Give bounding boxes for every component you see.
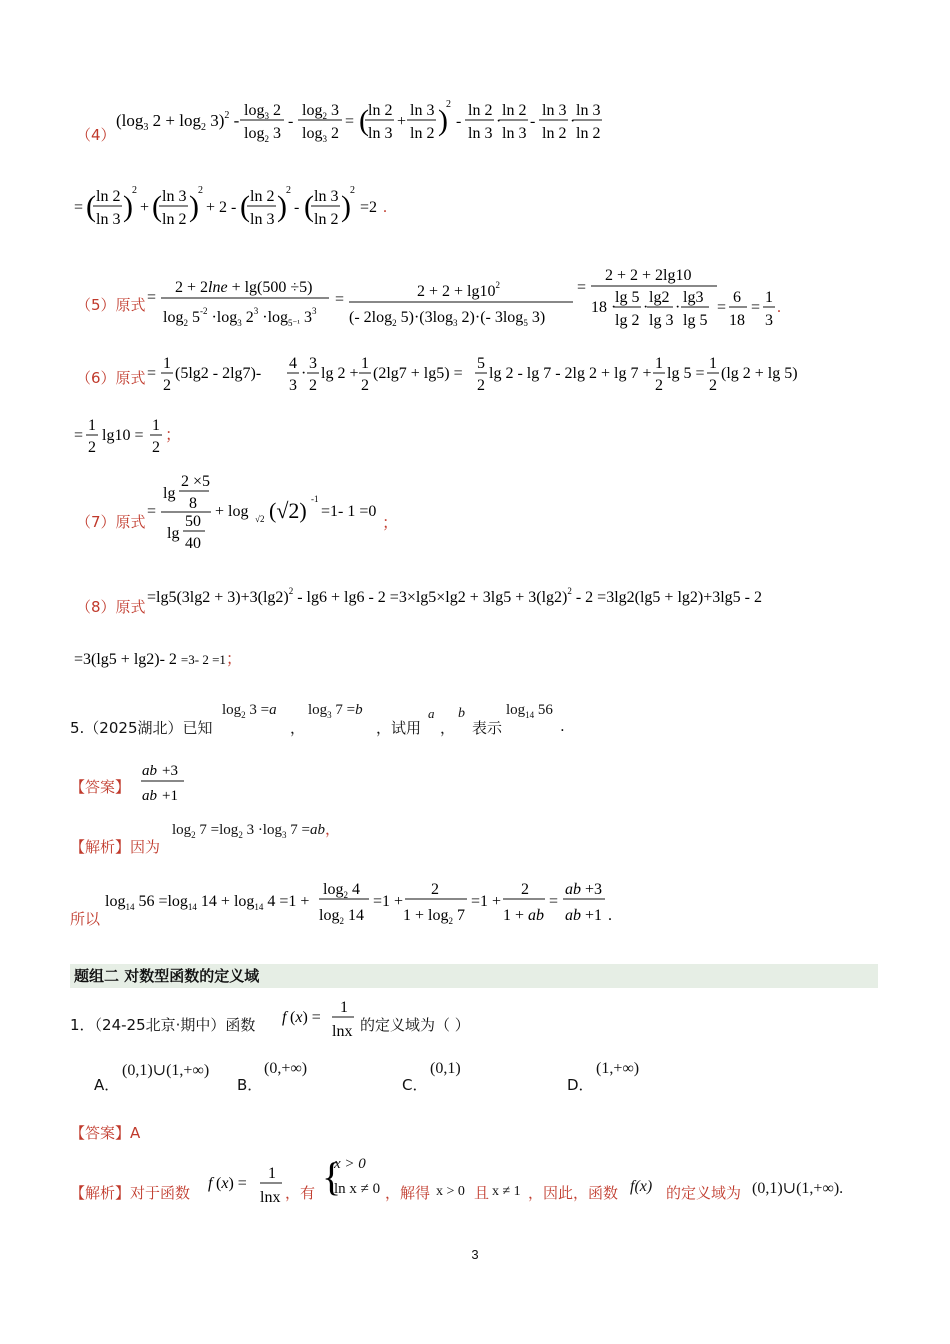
svg-text:·: ·	[570, 113, 576, 130]
svg-text:3: 3	[309, 355, 317, 372]
q1-option-c-value: (0,1)	[430, 1060, 461, 1077]
q1-analysis-function	[208, 1162, 284, 1213]
q1-domain-value: (0,1)∪(1,+∞).	[752, 1180, 844, 1197]
svg-text:1: 1	[765, 289, 773, 306]
svg-text:(5lg2 - 2lg7)-: (5lg2 - 2lg7)-	[175, 365, 262, 382]
svg-text:ab: ab	[142, 763, 157, 779]
q1-option-a-letter: A．	[94, 1076, 120, 1094]
svg-text:ln 3: ln 3	[410, 102, 435, 119]
svg-text:2: 2	[655, 377, 663, 394]
q1-option-d-value: (1,+∞)	[596, 1060, 640, 1077]
svg-text:1 + log2 7: $1 + \log_2 7$	[403, 907, 465, 926]
svg-text:(log3 2 + log2 3)2 -: ($\log_3$ $2 + \log_2 3)^2$ -	[116, 110, 240, 133]
item-7-label: （7）原式	[76, 513, 146, 531]
svg-text:log3 2: $\log_3 2$	[244, 102, 281, 121]
svg-text:1: 1	[655, 355, 663, 372]
svg-text:ln 3: ln 3	[468, 125, 493, 142]
svg-text:ln 2: ln 2	[368, 102, 393, 119]
q5-comma: ，	[290, 719, 306, 737]
svg-text:log3 2: $\log_3 2$	[302, 125, 339, 144]
svg-text:2: 2	[163, 377, 171, 394]
svg-text:1: 1	[340, 999, 348, 1016]
svg-text:lg: lg	[167, 525, 180, 542]
svg-text:.: .	[383, 199, 387, 216]
q5-answer	[140, 758, 190, 809]
svg-text:lg3: lg3	[683, 289, 704, 306]
svg-text:2 ×5: 2 ×5	[181, 473, 211, 490]
svg-text:2: 2	[477, 377, 485, 394]
svg-text:+ log: + log	[215, 503, 249, 520]
item-8-continuation-formula	[70, 644, 290, 674]
svg-text:f: f	[282, 1009, 287, 1026]
svg-text:2: 2	[198, 185, 203, 196]
svg-text:lg2: lg2	[649, 289, 670, 306]
svg-text:·: ·	[496, 113, 502, 130]
svg-text:=: =	[147, 289, 157, 306]
svg-text:+ 2 -: + 2 -	[206, 199, 237, 216]
q5-analysis-line1: $\log_2 7 =\log_2$ $3 \cdot\log_3$ 7 =ab，	[172, 822, 340, 840]
q1-stem: 1．（24-25北京·期中）函数	[70, 1016, 256, 1034]
q5-answer-label: 【答案】	[70, 778, 131, 796]
svg-text:(- 2log2 5)·(3log3 2)·(- 3log5: (- $2\log_2$ $5)\cdot(3\log_3$ 2)·(- $3\log_5$ 3)	[349, 309, 546, 328]
item-8-formula	[145, 582, 865, 612]
svg-text:40: 40	[185, 535, 201, 552]
svg-text:(: (	[86, 190, 96, 223]
q5-condition-1: $\log_2 3 =a$	[222, 702, 277, 720]
svg-text:ln 2: ln 2	[576, 125, 601, 142]
svg-text:1: 1	[88, 417, 96, 434]
q1-function	[282, 996, 362, 1047]
svg-text:2 + 2 + 2lg10: 2 + 2 + 2lg10	[605, 267, 692, 284]
svg-text:50: 50	[185, 513, 201, 530]
svg-text:(x) =: (x) =	[290, 1009, 321, 1026]
svg-text:1 + ab: 1 + ab	[503, 907, 545, 924]
svg-text:log2 3: $\log_2 3$	[302, 102, 339, 121]
item-4-continuation	[70, 182, 400, 237]
q1-option-d[interactable]	[567, 1074, 594, 1095]
svg-text:.: .	[608, 907, 612, 924]
svg-text:=1 +: =1 +	[471, 893, 502, 910]
svg-text:=: =	[335, 291, 345, 308]
svg-text:lnx: lnx	[332, 1023, 353, 1040]
svg-text:): )	[277, 190, 287, 223]
q5-var-a: a	[428, 706, 435, 721]
svg-text:2: 2	[446, 99, 451, 110]
section-header: 题组二 对数型函数的定义域	[70, 964, 878, 988]
svg-text:+3: +3	[162, 763, 178, 779]
q1-domain-text: 的定义域为	[666, 1184, 742, 1202]
svg-text:ln 3: ln 3	[502, 125, 527, 142]
svg-text:(: (	[359, 104, 369, 137]
svg-text:lg 2: lg 2	[615, 312, 640, 329]
q1-option-b[interactable]	[237, 1074, 262, 1095]
svg-text:1: 1	[163, 355, 171, 372]
svg-text:ab: ab	[142, 788, 157, 804]
item-7-semicolon: ；	[382, 513, 399, 532]
svg-text:lg 2 - lg 7 - 2lg 2 + lg 7 +: lg 2 - lg 7 - 2lg 2 + lg 7 +	[489, 365, 652, 382]
svg-text:=: =	[751, 299, 761, 316]
q5-stem-prefix: 5.（2025湖北）已知	[70, 719, 213, 737]
svg-text:·: ·	[301, 365, 307, 382]
q1-and: 且	[474, 1184, 490, 1202]
svg-text:): )	[341, 190, 351, 223]
svg-text:2: 2	[709, 377, 717, 394]
svg-text:=1- 1 =0: =1- 1 =0	[321, 503, 377, 520]
svg-text:6: 6	[733, 289, 741, 306]
q5-analysis-formula	[105, 876, 625, 926]
svg-text:lnx: lnx	[260, 1189, 281, 1206]
item-6-label: （6）原式	[76, 369, 146, 387]
svg-text:lg 2 +: lg 2 +	[321, 365, 359, 382]
svg-text:2 + 2lne + lg(500 ÷5): 2 + 2lne + lg(500 ÷5)	[175, 279, 313, 296]
svg-text:1: 1	[361, 355, 369, 372]
svg-text:=: =	[147, 365, 157, 382]
svg-text:=: =	[74, 427, 84, 444]
svg-text:1: 1	[152, 417, 160, 434]
q5-mid-text: ，试用	[376, 719, 422, 737]
q1-fx: f(x)	[630, 1178, 653, 1195]
item-8-continuation	[70, 644, 290, 679]
svg-text:-: -	[530, 113, 536, 130]
svg-text:；: ；	[165, 427, 182, 444]
svg-text:): )	[123, 190, 133, 223]
svg-text:=: =	[74, 199, 84, 216]
svg-text:=2: =2	[360, 199, 378, 216]
svg-text:2: 2	[152, 439, 160, 456]
svg-text:4: 4	[289, 355, 297, 372]
svg-text:(: (	[304, 190, 314, 223]
q1-option-a[interactable]	[94, 1074, 119, 1095]
q1-system-line1: x > 0	[334, 1156, 366, 1172]
svg-text:ab: ab	[565, 907, 581, 924]
item-8-expression	[145, 582, 865, 617]
svg-text:2: 2	[350, 185, 355, 196]
svg-text:√2: √2	[255, 514, 265, 524]
svg-text:8: 8	[189, 495, 197, 512]
q5-analysis-line2	[105, 876, 625, 931]
svg-text:+1: +1	[162, 788, 178, 804]
item-5-label: （5）原式	[76, 296, 146, 314]
svg-text:-: -	[456, 113, 462, 130]
svg-text:ln 2: ln 2	[314, 211, 339, 228]
svg-text:ab: ab	[565, 881, 581, 898]
svg-text:ln 2: ln 2	[250, 188, 275, 205]
svg-text:ln 2: ln 2	[542, 125, 567, 142]
q1-answer: 【答案】A	[70, 1124, 141, 1142]
svg-text:=1 +: =1 +	[373, 893, 404, 910]
svg-text:ln 2: ln 2	[468, 102, 493, 119]
svg-text:2: 2	[88, 439, 96, 456]
svg-text:{: {	[322, 1154, 342, 1199]
svg-text:2: 2	[431, 881, 439, 898]
q1-option-a-value: (0,1)∪(1,+∞)	[122, 1062, 210, 1079]
svg-text:=: =	[345, 113, 355, 130]
svg-text:+: +	[397, 113, 407, 130]
q1-cond-a: x > 0	[436, 1184, 465, 1199]
svg-text:=: =	[549, 893, 559, 910]
svg-text:ln 3: ln 3	[314, 188, 339, 205]
q1-stem-end: 的定义域为（ ）	[360, 1016, 470, 1034]
svg-text:lg: lg	[163, 485, 176, 502]
q5-target: $\log_{14} 56$	[506, 702, 553, 720]
item-4-formula	[116, 98, 606, 148]
svg-text:=: =	[147, 503, 157, 520]
svg-text:2: 2	[309, 377, 317, 394]
svg-text:ln 3: ln 3	[162, 188, 187, 205]
svg-text:1: 1	[709, 355, 717, 372]
svg-text:ln 2: ln 2	[162, 211, 187, 228]
svg-text:2: 2	[132, 185, 137, 196]
q1-option-d-letter: D．	[567, 1076, 594, 1094]
q1-system-line2: ln x ≠ 0	[334, 1181, 381, 1197]
item-7-formula	[145, 470, 395, 554]
svg-text:2: 2	[361, 377, 369, 394]
q1-function-formula	[282, 996, 362, 1042]
svg-text:3: 3	[289, 377, 297, 394]
svg-text:+1: +1	[585, 907, 603, 924]
item-5-expression	[145, 262, 785, 337]
q1-analysis-function-formula	[208, 1162, 284, 1208]
svg-text:): )	[438, 104, 448, 137]
q1-option-b-letter: B．	[237, 1076, 263, 1094]
q1-analysis-solve: ，解得	[385, 1184, 431, 1202]
svg-text:log2 4: $\log_2 4$	[323, 881, 360, 900]
item-6-continuation	[70, 414, 190, 463]
svg-text:18 ·: 18 ·	[591, 299, 617, 316]
svg-text:2: 2	[521, 881, 529, 898]
svg-text:(: (	[240, 190, 250, 223]
svg-text:-: -	[294, 199, 300, 216]
svg-text:lg 5: lg 5	[615, 289, 640, 306]
svg-text:+3: +3	[585, 881, 603, 898]
svg-text:lg10 =: lg10 =	[102, 427, 144, 444]
q5-var-b: b	[458, 706, 465, 721]
page-number: 3	[471, 1247, 479, 1262]
svg-text:ln 3: ln 3	[96, 211, 121, 228]
item-6-expression	[145, 350, 805, 405]
svg-text:(: (	[152, 190, 162, 223]
svg-text:log2 5-2 ·log3 23 ·log5⁻¹ 33: $\log_2 5^{-2} \cdot\log_3$ $2^3 \cdot\log_{5^{-1}}$ $3^3$	[163, 306, 317, 328]
svg-text:2 + 2 + lg102: $2 + 2 + \lg 10^2$	[417, 280, 500, 300]
q1-option-c-letter: C．	[402, 1076, 428, 1094]
svg-text:5: 5	[477, 355, 485, 372]
svg-text:2: 2	[286, 185, 291, 196]
svg-text:1: 1	[268, 1165, 276, 1182]
q1-analysis-have: ，有	[285, 1184, 316, 1202]
svg-text:ln 3: ln 3	[368, 125, 393, 142]
q5-condition-2: $\log_3 7 =b$	[308, 702, 363, 720]
svg-text:lg 5: lg 5	[683, 312, 708, 329]
svg-text:(lg 2 + lg 5): (lg 2 + lg 5)	[721, 365, 798, 382]
svg-text:=lg5(3lg2 + 3)+3(lg2)2 - lg6 +: $=\lg 5(3\lg 2 + 3)+3(\lg 2)^2 - \lg 6 + \lg 6 - 2 =3\times\lg 5\times\lg 2 + 3\lg 5 + 3(\lg 2)^2 - 2 =3\lg 2(\lg 5 + \lg 2)+3\lg 5 - 2$	[147, 586, 763, 606]
svg-text:.: .	[777, 299, 781, 316]
svg-text:ln 2: ln 2	[502, 102, 527, 119]
svg-text:(2lg7 + lg5) =: (2lg7 + lg5) =	[373, 365, 463, 382]
svg-text:ln 3: ln 3	[576, 102, 601, 119]
item-6-formula	[145, 350, 805, 400]
q5-end: .	[560, 717, 565, 735]
svg-text:): )	[189, 190, 199, 223]
svg-text:=: =	[717, 299, 727, 316]
svg-text:log2 14: $\log_2 14$	[319, 907, 364, 926]
q5-analysis-label: 【解析】因为	[70, 838, 161, 856]
svg-text:+: +	[140, 199, 150, 216]
item-4-expression	[116, 98, 606, 153]
svg-text:-: -	[288, 113, 294, 130]
svg-text:=: =	[577, 279, 587, 296]
item-8-label: （8）原式	[76, 598, 146, 616]
svg-text:log2 3: $\log_2 3$	[244, 125, 281, 144]
svg-text:ln 3: ln 3	[250, 211, 275, 228]
item-4-label: （4）	[76, 126, 116, 144]
q1-option-b-value: (0,+∞)	[264, 1060, 308, 1077]
svg-text:(x) =: (x) =	[216, 1175, 247, 1192]
svg-text:log14 56 =log14 14 + log14 4 =: $\log_{14} 56 =\log_{14}$ $14 + \log_{14} 4 =1$ +	[105, 893, 310, 912]
q5-represent: 表示	[472, 719, 503, 737]
item-5-formula	[145, 262, 785, 332]
svg-text:3: 3	[765, 312, 773, 329]
svg-text:f: f	[208, 1175, 213, 1192]
svg-text:lg 5 =: lg 5 =	[667, 365, 705, 382]
svg-text:ln 2: ln 2	[410, 125, 435, 142]
svg-text:=3(lg5 + lg2)- 2 =3- 2 =1；: =3(lg5 + lg2)- 2 =3- 2 =1；	[74, 649, 242, 668]
q5-so: 所以	[70, 910, 101, 928]
svg-text:lg 3: lg 3	[649, 312, 674, 329]
item-7-expression	[145, 470, 395, 559]
svg-text:18: 18	[729, 312, 745, 329]
q1-analysis-end: ，因此，函数	[528, 1184, 619, 1202]
svg-text:·: ·	[675, 299, 681, 316]
item-6-continuation-formula	[70, 414, 190, 458]
svg-text:ln 3: ln 3	[542, 102, 567, 119]
svg-text:·: ·	[643, 299, 649, 316]
svg-text:(√2): (√2)	[269, 498, 307, 523]
q5-answer-formula	[140, 758, 190, 804]
q1-option-c[interactable]	[402, 1074, 427, 1095]
q5-sep: ，	[440, 719, 456, 737]
item-4-continuation-formula	[70, 182, 400, 232]
svg-text:ln 2: ln 2	[96, 188, 121, 205]
svg-text:-1: -1	[311, 494, 319, 504]
q1-analysis-label: 【解析】对于函数	[70, 1184, 191, 1202]
q1-cond-b: x ≠ 1	[492, 1184, 521, 1199]
